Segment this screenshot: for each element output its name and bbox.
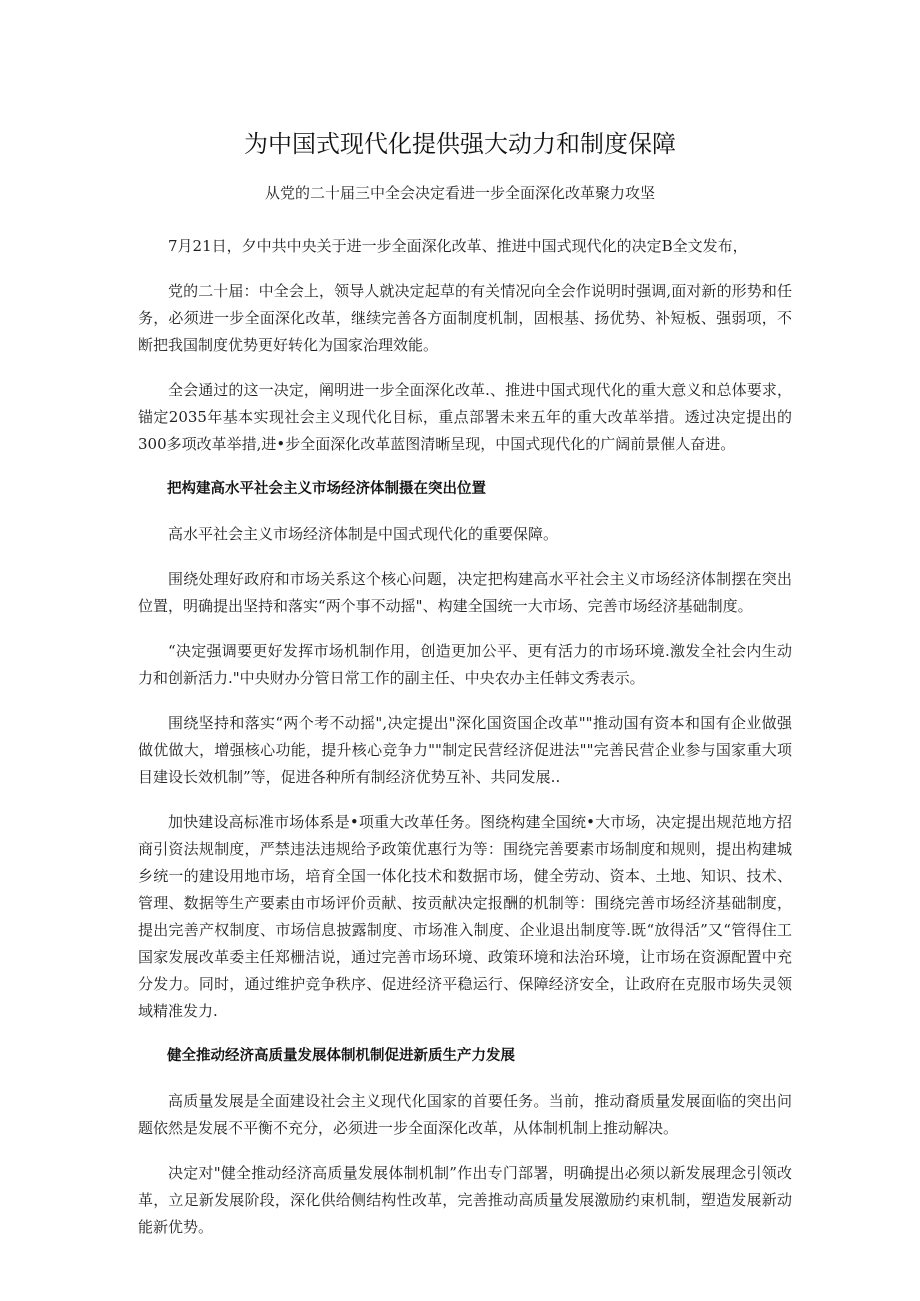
paragraph: 7月21日，夕中共中央关于进一步全面深化改革、推进中国式现代化的决定B全文发布， (168, 237, 748, 255)
paragraph: 围绕坚持和落实“两个考不动摇",决定提出"深化国资国企改革""推动国有资本和国有企业做强做优做大，增强核心功能，提升核心竞争力""制定民营经济促进法""完善民营企业参与国家重大项目建设长效机制”等，促进各种所有制经济优势互补、共同发展.. (138, 714, 792, 786)
paragraph: “决定强调要更好发挥市场机制作用，创造更加公平、更有活力的市场环境.激发全社会内生动力和创新活力."中央财办分管日常工作的副主任、中央农办主任韩文秀表示。 (138, 642, 792, 687)
section-heading: 健全推动经济高质量发展体制机制促进新质生产力发展 (167, 1048, 515, 1064)
paragraph: 党的二十届：中全会上，领导人就决定起草的有关情况向全会作说明时强调,面对新的形势和任务，必须进一步全面深化改革，继续完善各方面制度机制，固根基、扬优势、补短板、强弱项，不断把我国制度优势更好转化为国家治理效能。 (138, 282, 792, 354)
paragraph: 高水平社会主义市场经济体制是中国式现代化的重要保障。 (168, 525, 559, 543)
document-body (138, 233, 792, 1259)
section-heading: 把构建高水平社会主义市场经济体制摄在突出位置 (167, 481, 486, 497)
paragraph: 决定对"健全推动经济高质量发展体制机制”作出专门部署，明确提出必须以新发展理念引领改革，立足新发展阶段，深化供给侧结构性改革，完善推动高质量发展激励约束机制，塑造发展新动能新优势。 (138, 1164, 792, 1236)
paragraph: 加快建设高标准市场体系是•项重大改革任务。图绕构建全国统•大市场，决定提出规范地方招商引资法规制度，严禁违法违规给予政策优惠行为等：围绕完善要素市场制度和规则，提出构建城乡统一的建设用地市场，培育全国一体化技术和数据市场，健全劳动、资本、土地、知识、技术、管理、数据等生产要素由市场评价贡献、按贡献决定报酬的机制等：围绕完善市场经济基础制度，提出完善产权制度、市场信息披露制度、市场准入制度、企业退出制度等.既“放得活”又“管得住工国家发展改革委主任郑栅洁说，通过完善市场环境、政策环境和法治环境，让市场在资源配置中充分发力。同时，通过维护竞争秩序、促进经济平稳运行、保障经济安全，让政府在克服市场失灵领域精准发力. (138, 813, 792, 1020)
document-subtitle: 从党的二十届三中全会决定看进一步全面深化改革聚力攻坚 (264, 184, 655, 202)
document-title: 为中国式现代化提供强大动力和制度保障 (244, 130, 676, 158)
paragraph: 围绕处理好政府和市场关系这个核心问题，决定把构建高水平社会主义市场经济体制摆在突出位置，明确提出坚持和落实“两个事不动摇"、构建全国统一大市场、完善市场经济基础制度。 (138, 570, 792, 615)
paragraph: 全会通过的这一决定，阐明进一步全面深化改革.、推进中国式现代化的重大意义和总体要求，锚定2035年基本实现社会主义现代化目标，重点部署未来五年的重大改革举措。透过决定提出的300多项改革举措,进•步全面深化改革蓝图清晰呈现，中国式现代化的广阔前景催人奋进。 (138, 381, 792, 453)
paragraph: 高质量发展是全面建设社会主义现代化国家的首要任务。当前，推动裔质量发展面临的突出问题依然是发展不平衡不充分，必须进一步全面深化改革，从体制机制上推动解决。 (138, 1092, 792, 1137)
